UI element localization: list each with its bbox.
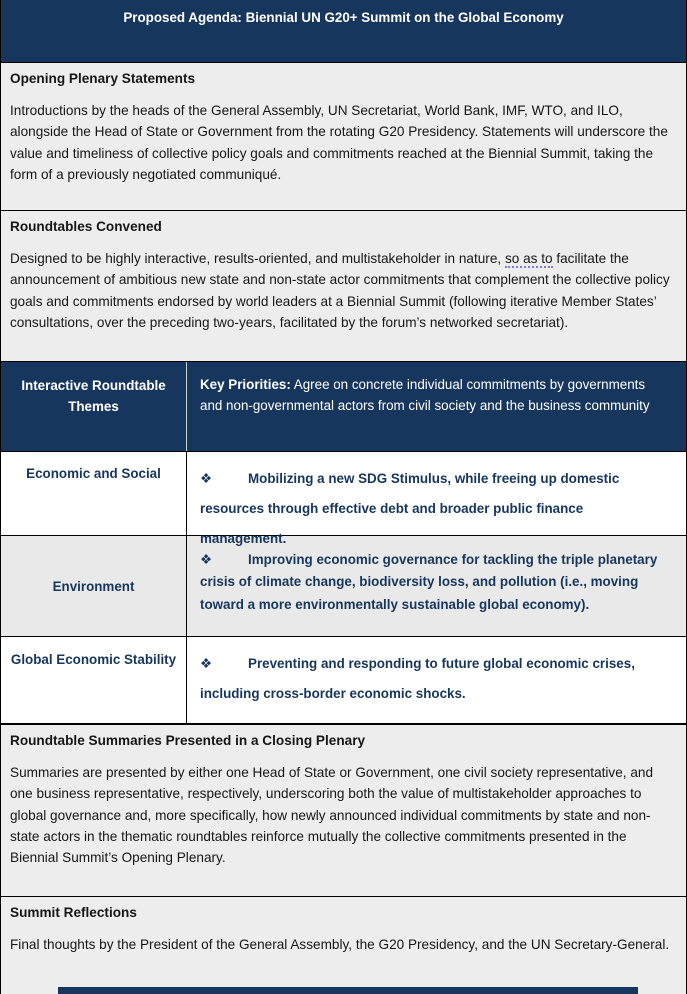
priority-text: Preventing and responding to future global economic crises, including cross-border economic shocks. — [200, 656, 635, 701]
body-text-before: Designed to be highly interactive, results-oriented, and multistakeholder in nature, — [10, 251, 505, 266]
priority-cell — [187, 452, 686, 546]
table-row-global-economic-stability — [1, 636, 686, 723]
table-header-priorities-cell — [187, 362, 686, 451]
table-row-economic-and-social — [1, 451, 686, 546]
section-opening-plenary — [1, 63, 686, 211]
section-body: Summaries are presented by either one Head of State or Government, one civil society representative, and one business representative, respectively, underscoring both the value of multistakeholder approaches to global governance and, more specifically, how newly announced individual commitments by state and non-state actors in the thematic roundtables reinforce mutually the collective commitments presented in the Biennial Summit’s Opening Plenary. — [10, 765, 654, 866]
priority-text: Mobilizing a new SDG Stimulus, while freeing up domestic resources through effective debt and broader public finance management. — [200, 471, 620, 546]
key-priorities-label: Key Priorities: — [200, 377, 291, 392]
theme-cell — [1, 452, 187, 535]
table-header-row — [1, 362, 686, 451]
table-header-themes-cell — [1, 362, 187, 451]
themes-column-header: Interactive Roundtable Themes — [21, 378, 166, 414]
section-body — [10, 248, 676, 333]
section-heading: Roundtables Convened — [10, 219, 162, 234]
diamond-bullet-icon: ❖ — [200, 552, 213, 567]
section-heading: Opening Plenary Statements — [10, 71, 196, 86]
roundtable-themes-table — [1, 361, 686, 725]
theme-label: Economic and Social — [26, 466, 161, 481]
priority-text: Improving economic governance for tackling the triple planetary crisis of climate change, biodiversity loss, and pollution (i.e., moving toward a more environmentally sustainable global economy). — [200, 552, 658, 612]
key-priorities-description: Agree on concrete individual commitments by governments and non-governmental actors from civil society and the business community — [200, 377, 650, 413]
section-heading: Summit Reflections — [10, 905, 137, 920]
section-summit-reflections — [1, 897, 686, 985]
grammar-suggestion-underline[interactable]: so as to — [504, 251, 553, 266]
body-text-after: facilitate the announcement of ambitious new state and non-state actor commitments that complement the collective policy goals and commitments endorsed by world leaders at a Biennial Summit (following iterative Member States’ consultations, over the preceding two-years, facilitated by the forum’s networked secretariat). — [10, 251, 670, 330]
diamond-bullet-icon: ❖ — [200, 656, 213, 671]
theme-label: Environment — [52, 579, 135, 594]
section-body: Introductions by the heads of the General Assembly, UN Secretariat, World Bank, IMF, WTO, and ILO, alongside the Head of State or Government from the rotating G20 Presidency. Statements will underscore the value and timeliness of collective policy goals and commitments reached at the Biennial Summit, taking the form of a previously negotiated communiqué. — [10, 103, 668, 182]
section-heading: Roundtable Summaries Presented in a Closing Plenary — [10, 733, 366, 748]
next-page-table-edge — [58, 987, 638, 994]
section-body: Final thoughts by the President of the General Assembly, the G20 Presidency, and the UN Secretary-General. — [10, 937, 670, 952]
priority-cell — [187, 536, 686, 636]
table-row-environment — [1, 535, 686, 636]
document-title-bar — [1, 0, 686, 63]
document-title: Proposed Agenda: Biennial UN G20+ Summit on the Global Economy — [123, 10, 564, 25]
theme-cell — [1, 536, 187, 636]
diamond-bullet-icon: ❖ — [200, 471, 213, 486]
theme-label: Global Economic Stability — [10, 652, 177, 667]
section-roundtable-summaries — [1, 725, 686, 897]
priority-cell — [187, 637, 686, 723]
theme-cell — [1, 637, 187, 723]
section-roundtables-convened — [1, 211, 686, 361]
